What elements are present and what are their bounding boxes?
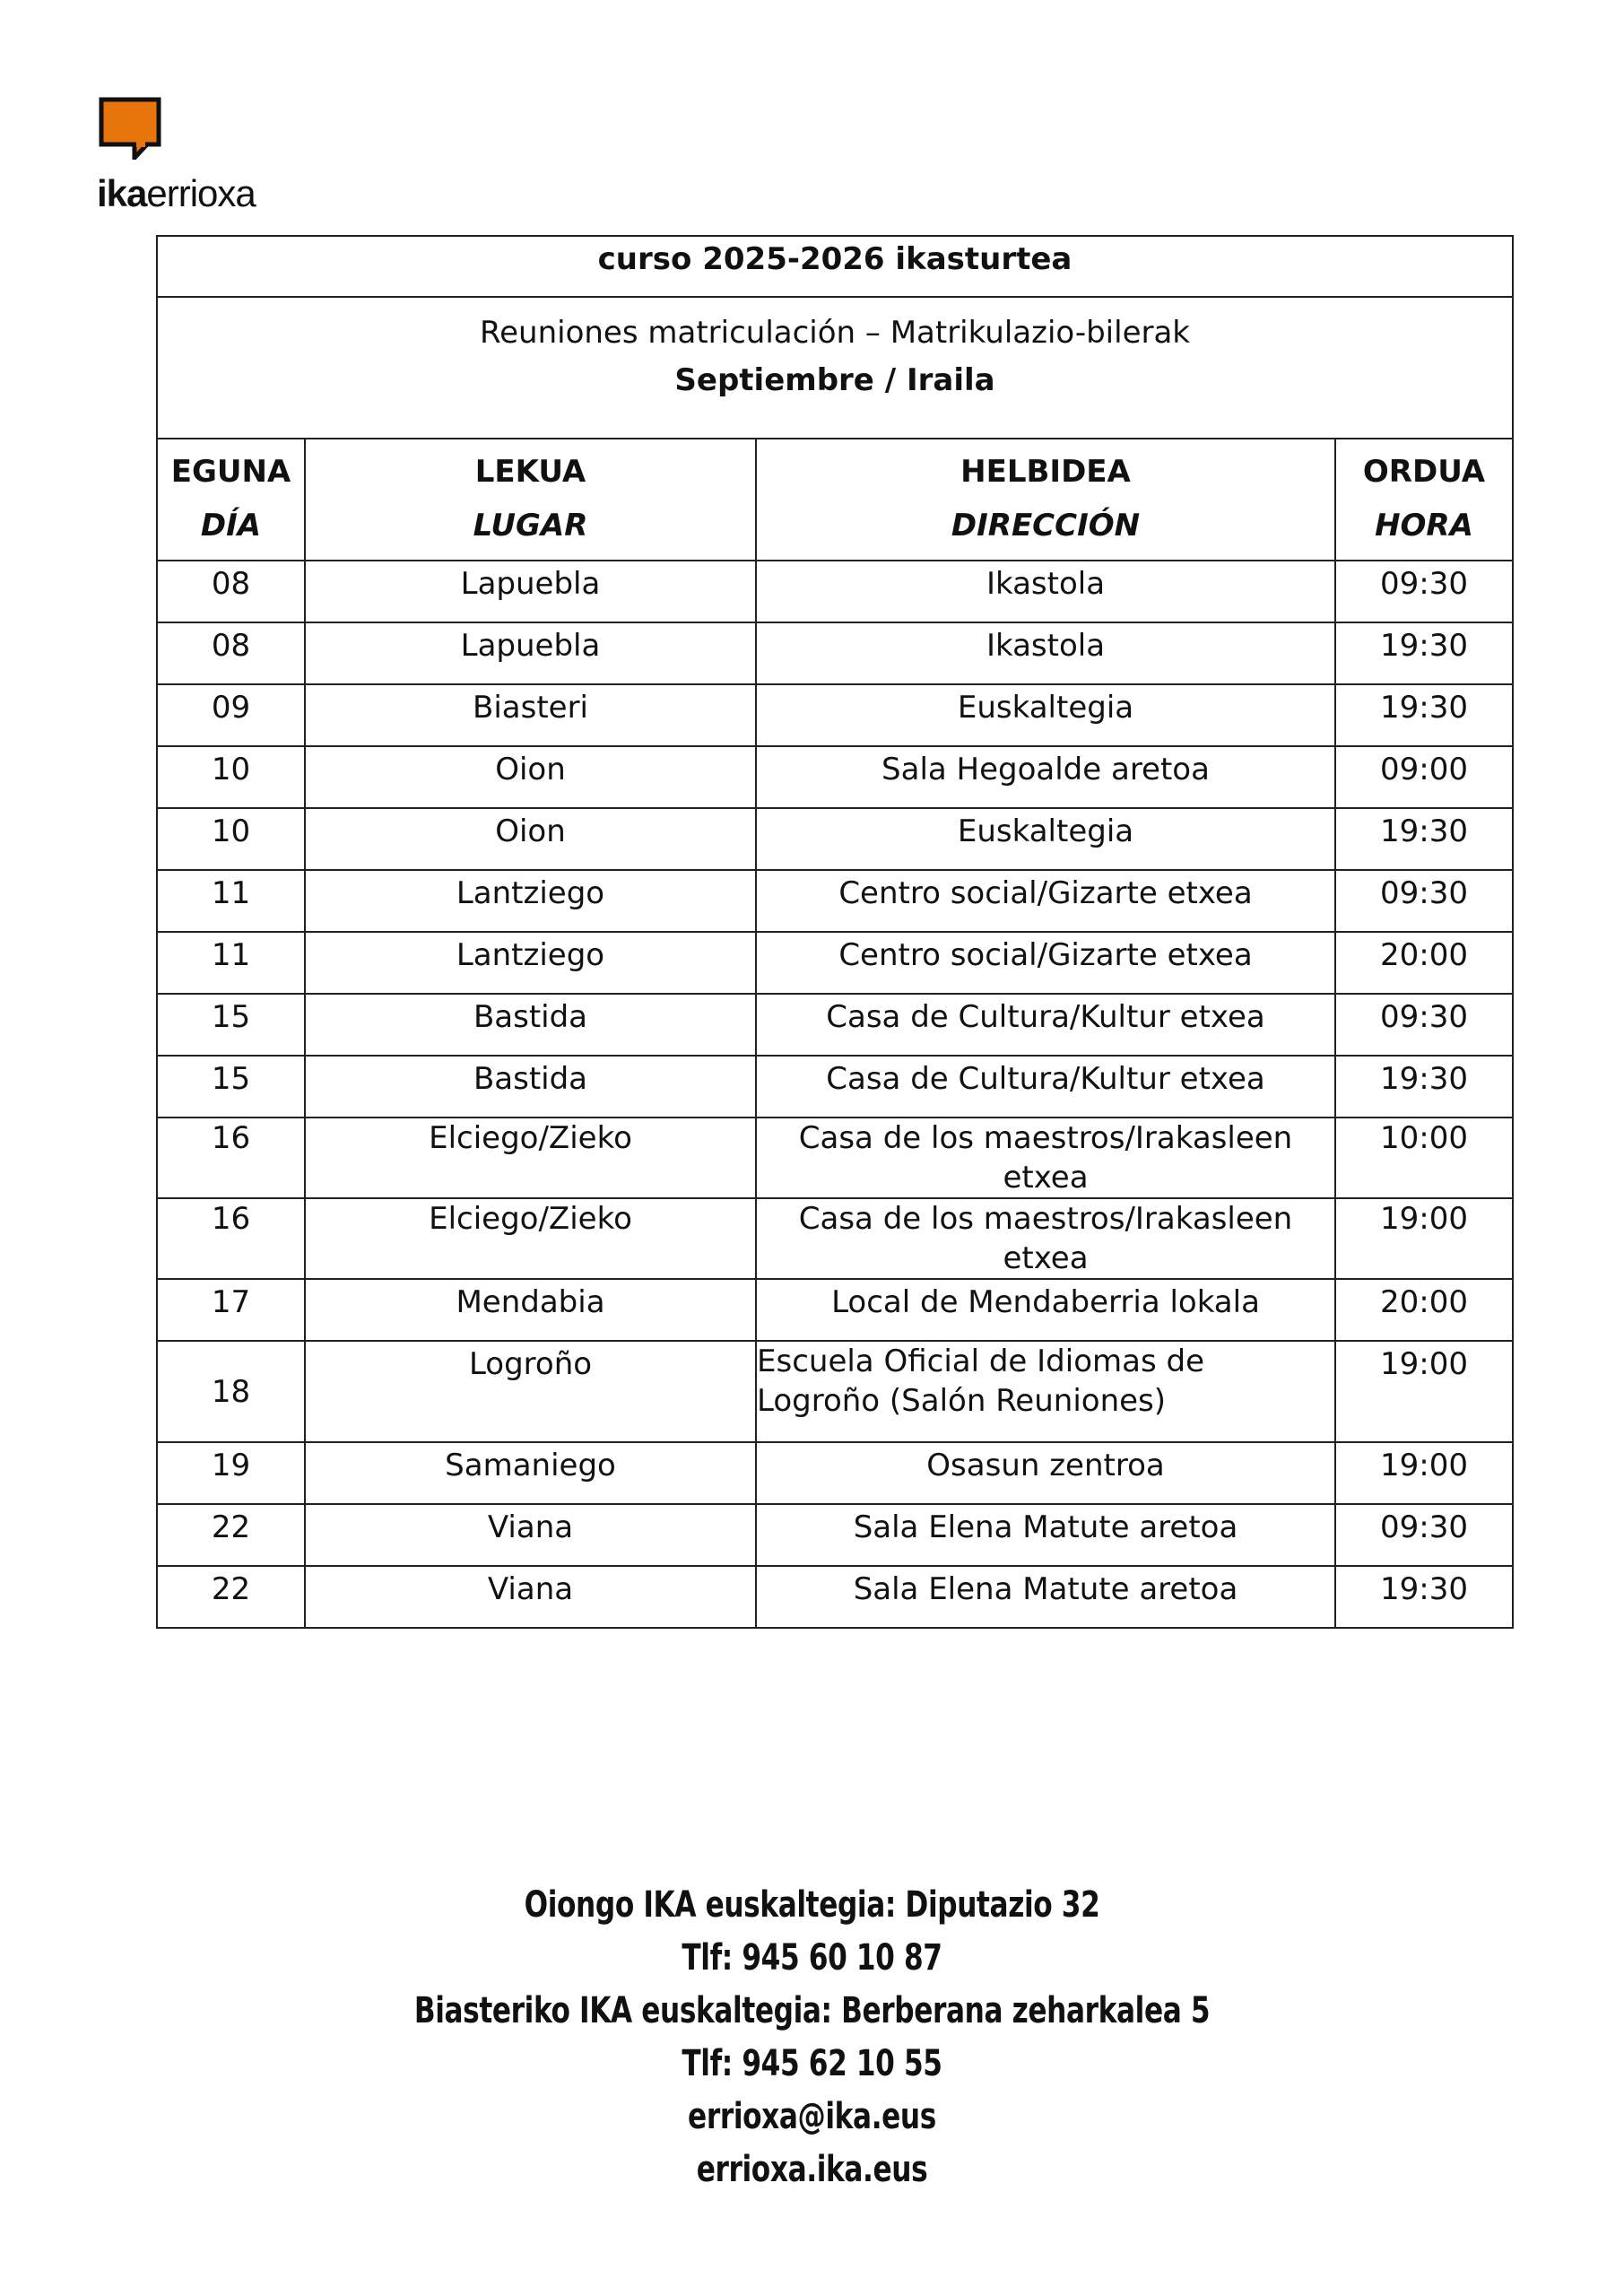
table-row <box>157 1442 1513 1504</box>
website-link[interactable]: errioxa.ika.eus <box>696 2149 928 2190</box>
cell-place: Viana <box>305 1504 756 1566</box>
cell-time: 09:30 <box>1335 1504 1513 1566</box>
cell-place: Bastida <box>305 994 756 1056</box>
cell-day: 08 <box>157 561 305 622</box>
cell-day: 18 <box>157 1341 305 1442</box>
cell-place: Viana <box>305 1566 756 1628</box>
cell-address: Centro social/Gizarte etxea <box>756 932 1335 994</box>
cell-place: Bastida <box>305 1056 756 1118</box>
cell-day: 15 <box>157 1056 305 1118</box>
cell-day: 15 <box>157 994 305 1056</box>
cell-time: 09:30 <box>1335 561 1513 622</box>
cell-place: Lantziego <box>305 932 756 994</box>
cell-day: 17 <box>157 1279 305 1341</box>
cell-time: 20:00 <box>1335 932 1513 994</box>
column-header-address: HELBIDEA DIRECCIÓN <box>756 439 1335 561</box>
cell-address: Centro social/Gizarte etxea <box>756 870 1335 932</box>
cell-day: 22 <box>157 1504 305 1566</box>
cell-time: 10:00 <box>1335 1118 1513 1198</box>
cell-time: 19:00 <box>1335 1341 1513 1442</box>
cell-day: 08 <box>157 622 305 684</box>
table-subtitle-cell <box>157 297 1513 439</box>
cell-day: 11 <box>157 870 305 932</box>
cell-time: 19:00 <box>1335 1442 1513 1504</box>
cell-place: Biasteri <box>305 684 756 746</box>
cell-address: Local de Mendaberria lokala <box>756 1279 1335 1341</box>
cell-address: Ikastola <box>756 622 1335 684</box>
cell-day: 10 <box>157 808 305 870</box>
table-row <box>157 746 1513 808</box>
speech-bubble-icon <box>99 97 163 160</box>
cell-address: Casa de Cultura/Kultur etxea <box>756 1056 1335 1118</box>
cell-address: Ikastola <box>756 561 1335 622</box>
cell-address: Casa de los maestros/Irakasleen etxea <box>756 1198 1335 1279</box>
oion-address: Oiongo IKA euskaltegia: Diputazio 32 <box>524 1884 1100 1926</box>
meetings-subtitle: Reuniones matriculación – Matrikulazio-bilerak <box>480 315 1190 351</box>
cell-place: Elciego/Zieko <box>305 1118 756 1198</box>
biasteri-phone: Tlf: 945 62 10 55 <box>682 2043 942 2084</box>
cell-time: 20:00 <box>1335 1279 1513 1341</box>
table-row <box>157 1198 1513 1279</box>
cell-address: Sala Hegoalde aretoa <box>756 746 1335 808</box>
cell-place: Lapuebla <box>305 561 756 622</box>
cell-place: Oion <box>305 808 756 870</box>
cell-address: Casa de los maestros/Irakasleen etxea <box>756 1118 1335 1198</box>
table-row <box>157 1056 1513 1118</box>
cell-place: Lantziego <box>305 870 756 932</box>
column-header-place: LEKUA LUGAR <box>305 439 756 561</box>
table-row <box>157 1118 1513 1198</box>
cell-time: 19:00 <box>1335 1198 1513 1279</box>
column-header-day: EGUNA DÍA <box>157 439 305 561</box>
cell-day: 09 <box>157 684 305 746</box>
cell-day: 16 <box>157 1118 305 1198</box>
contact-footer <box>0 1879 1624 2196</box>
table-row <box>157 808 1513 870</box>
cell-time: 19:30 <box>1335 684 1513 746</box>
biasteri-address: Biasteriko IKA euskaltegia: Berberana zeharkalea 5 <box>413 1990 1211 2031</box>
cell-day: 22 <box>157 1566 305 1628</box>
cell-address: Osasun zentroa <box>756 1442 1335 1504</box>
cell-address: Euskaltegia <box>756 808 1335 870</box>
cell-address: Euskaltegia <box>756 684 1335 746</box>
cell-place: Logroño <box>305 1341 756 1442</box>
table-row <box>157 932 1513 994</box>
cell-time: 09:00 <box>1335 746 1513 808</box>
cell-place: Oion <box>305 746 756 808</box>
cell-address: Casa de Cultura/Kultur etxea <box>756 994 1335 1056</box>
table-row <box>157 870 1513 932</box>
course-title: curso 2025-2026 ikasturtea <box>157 236 1513 297</box>
email-link[interactable]: errioxa@ika.eus <box>688 2096 936 2137</box>
column-header-time: ORDUA HORA <box>1335 439 1513 561</box>
cell-day: 10 <box>157 746 305 808</box>
table-row <box>157 994 1513 1056</box>
cell-time: 19:30 <box>1335 1056 1513 1118</box>
logo-wordmark: ikaerrioxa <box>97 172 256 214</box>
cell-place: Elciego/Zieko <box>305 1198 756 1279</box>
cell-place: Mendabia <box>305 1279 756 1341</box>
cell-day: 19 <box>157 1442 305 1504</box>
cell-time: 09:30 <box>1335 994 1513 1056</box>
ika-errioxa-logo <box>97 97 267 214</box>
cell-address: Sala Elena Matute aretoa <box>756 1566 1335 1628</box>
cell-time: 19:30 <box>1335 622 1513 684</box>
oion-phone: Tlf: 945 60 10 87 <box>682 1937 942 1979</box>
table-row <box>157 561 1513 622</box>
cell-place: Lapuebla <box>305 622 756 684</box>
table-row <box>157 684 1513 746</box>
cell-time: 09:30 <box>1335 870 1513 932</box>
enrollment-meetings-table <box>156 235 1514 1629</box>
table-row <box>157 1341 1513 1442</box>
month-label: Septiembre / Iraila <box>674 362 995 398</box>
table-row <box>157 1279 1513 1341</box>
cell-time: 19:30 <box>1335 808 1513 870</box>
cell-day: 11 <box>157 932 305 994</box>
table-row <box>157 622 1513 684</box>
cell-address: Escuela Oficial de Idiomas de Logroño (Salón Reuniones) <box>756 1341 1335 1442</box>
cell-time: 19:30 <box>1335 1566 1513 1628</box>
cell-address: Sala Elena Matute aretoa <box>756 1504 1335 1566</box>
table-row <box>157 1504 1513 1566</box>
table-row <box>157 1566 1513 1628</box>
cell-place: Samaniego <box>305 1442 756 1504</box>
cell-day: 16 <box>157 1198 305 1279</box>
